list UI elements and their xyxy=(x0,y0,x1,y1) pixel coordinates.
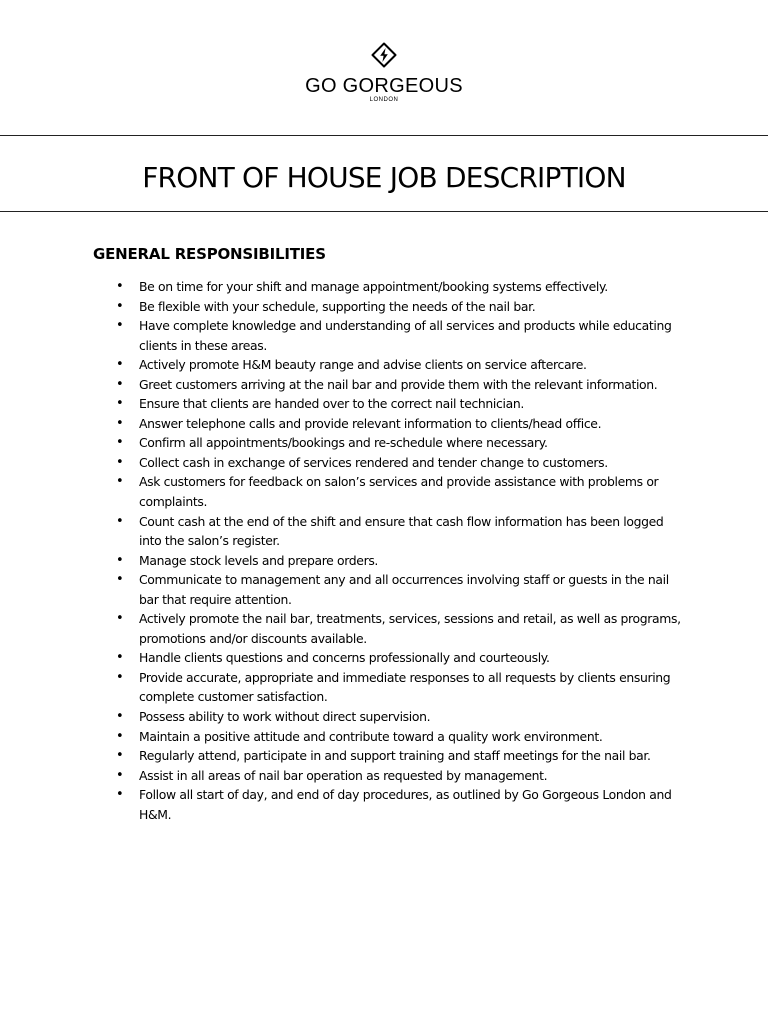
responsibility-item: • Regularly attend, participate in and support training and staff meetings for the nail bar. xyxy=(139,746,687,766)
responsibility-item: • Assist in all areas of nail bar operation as requested by management. xyxy=(139,766,687,786)
document-title: FRONT OF HOUSE JOB DESCRIPTION xyxy=(142,161,626,194)
section-heading: GENERAL RESPONSIBILITIES xyxy=(93,245,326,263)
responsibility-item: • Have complete knowledge and understanding of all services and products while educating clients in these areas. xyxy=(139,316,687,355)
brand-location: LONDON xyxy=(369,97,399,103)
responsibility-item: • Answer telephone calls and provide relevant information to clients/head office. xyxy=(139,414,687,434)
responsibility-item: • Actively promote the nail bar, treatments, services, sessions and retail, as well as programs, promotions and/or discounts available. xyxy=(139,609,687,648)
title-divider-bottom xyxy=(0,211,768,212)
responsibility-item: • Communicate to management any and all occurrences involving staff or guests in the nail bar that require attention. xyxy=(139,570,687,609)
responsibility-item: • Maintain a positive attitude and contribute toward a quality work environment. xyxy=(139,727,687,747)
responsibility-item: • Ensure that clients are handed over to the correct nail technician. xyxy=(139,394,687,414)
responsibility-item: • Provide accurate, appropriate and immediate responses to all requests by clients ensuring complete customer satisfaction. xyxy=(139,668,687,707)
responsibilities-list xyxy=(139,277,687,824)
responsibility-item: • Confirm all appointments/bookings and re-schedule where necessary. xyxy=(139,433,687,453)
responsibility-item: • Be flexible with your schedule, supporting the needs of the nail bar. xyxy=(139,297,687,317)
responsibility-item: • Manage stock levels and prepare orders. xyxy=(139,551,687,571)
brand-name: GO GORGEOUS xyxy=(305,75,463,97)
title-divider-top xyxy=(0,135,768,136)
responsibility-item: • Greet customers arriving at the nail bar and provide them with the relevant information. xyxy=(139,375,687,395)
responsibility-item: • Possess ability to work without direct supervision. xyxy=(139,707,687,727)
responsibility-item: • Follow all start of day, and end of day procedures, as outlined by Go Gorgeous London and H&M. xyxy=(139,785,687,824)
responsibility-item: • Collect cash in exchange of services rendered and tender change to customers. xyxy=(139,453,687,473)
responsibility-item: • Handle clients questions and concerns professionally and courteously. xyxy=(139,648,687,668)
brand-logo xyxy=(0,42,768,104)
responsibility-item: • Ask customers for feedback on salon’s services and provide assistance with problems or complaints. xyxy=(139,472,687,511)
responsibility-item: • Count cash at the end of the shift and ensure that cash flow information has been logged into the salon’s register. xyxy=(139,512,687,551)
responsibility-item: • Actively promote H&M beauty range and advise clients on service aftercare. xyxy=(139,355,687,375)
lightning-diamond-icon xyxy=(371,42,397,68)
responsibility-item: • Be on time for your shift and manage appointment/booking systems effectively. xyxy=(139,277,687,297)
